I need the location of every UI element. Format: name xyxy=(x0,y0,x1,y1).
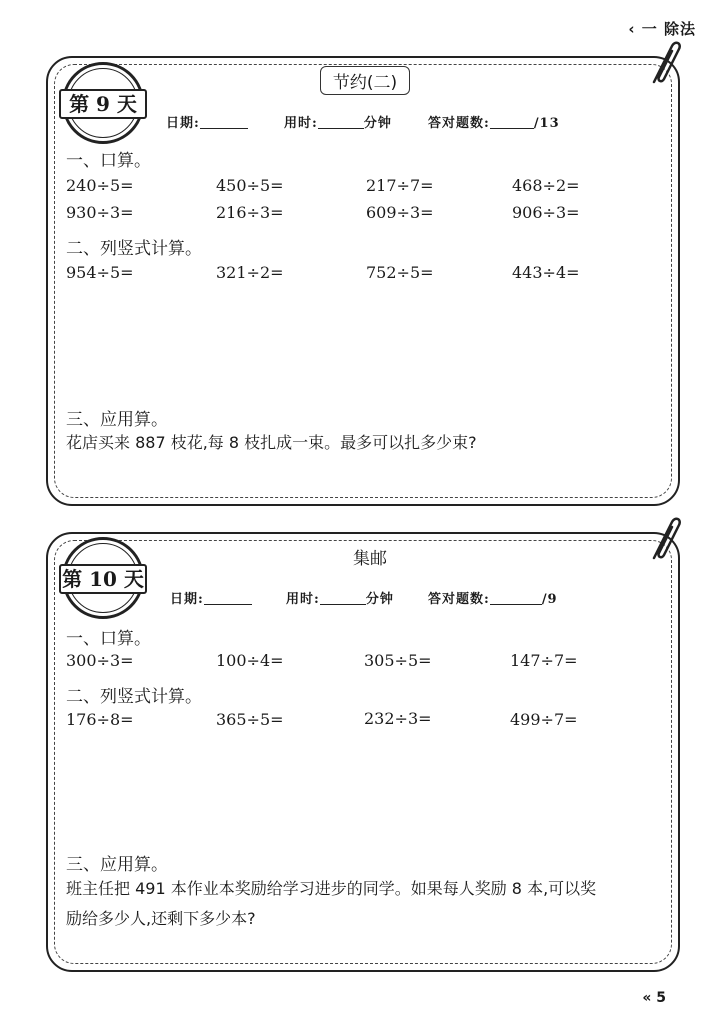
section-oral: 一、口算。 xyxy=(66,629,151,649)
chevron-left-icon: ‹ xyxy=(628,20,636,38)
double-chevron-icon: « xyxy=(642,990,652,1006)
page-footer xyxy=(642,990,666,1006)
page-number: 5 xyxy=(656,990,666,1006)
lesson-title: 节约(二) xyxy=(5,66,720,95)
section-vertical: 二、列竖式计算。 xyxy=(66,687,202,707)
oral-problem: 240÷5= xyxy=(66,176,134,195)
section-word: 三、应用算。 xyxy=(66,410,168,430)
oral-problem: 147÷7= xyxy=(510,651,578,670)
vertical-problem: 954÷5= xyxy=(66,263,134,282)
time-field[interactable]: 用时: 分钟 xyxy=(286,592,394,607)
oral-problem: 100÷4= xyxy=(216,651,284,670)
day-badge-label: 第 9 天 xyxy=(59,89,147,119)
section-word: 三、应用算。 xyxy=(66,855,168,875)
oral-problem: 450÷5= xyxy=(216,176,284,195)
time-field[interactable]: 用时: 分钟 xyxy=(284,116,392,131)
word-problem: 花店买来 887 枝花,每 8 枝扎成一束。最多可以扎多少束? xyxy=(66,433,477,452)
vertical-problem: 232÷3= xyxy=(364,709,432,728)
oral-problem: 930÷3= xyxy=(66,203,134,222)
word-problem xyxy=(66,874,666,934)
oral-problem: 300÷3= xyxy=(66,651,134,670)
word-problem-line: 班主任把 491 本作业本奖励给学习进步的同学。如果每人奖励 8 本,可以奖 xyxy=(66,879,597,898)
vertical-problem: 365÷5= xyxy=(216,710,284,729)
word-problem-line: 励给多少人,还剩下多少本? xyxy=(66,909,256,928)
oral-problem: 906÷3= xyxy=(512,203,580,222)
date-field[interactable]: 日期: xyxy=(166,112,248,131)
vertical-problem: 752÷5= xyxy=(366,263,434,282)
date-field[interactable]: 日期: xyxy=(170,588,252,607)
vertical-problem: 499÷7= xyxy=(510,710,578,729)
chapter-title: 一 除法 xyxy=(641,20,696,38)
section-vertical: 二、列竖式计算。 xyxy=(66,239,202,259)
day-badge-label: 第 10 天 xyxy=(59,564,147,594)
oral-problem: 217÷7= xyxy=(366,176,434,195)
oral-problem: 305÷5= xyxy=(364,651,432,670)
score-field[interactable]: 答对题数: /13 xyxy=(428,116,560,131)
oral-problem: 216÷3= xyxy=(216,203,284,222)
oral-problem: 468÷2= xyxy=(512,176,580,195)
oral-problem: 609÷3= xyxy=(366,203,434,222)
lesson-title: 集邮 xyxy=(353,549,387,569)
score-field[interactable]: 答对题数: /9 xyxy=(428,592,558,607)
vertical-problem: 176÷8= xyxy=(66,710,134,729)
vertical-problem: 321÷2= xyxy=(216,263,284,282)
vertical-problem: 443÷4= xyxy=(512,263,580,282)
chapter-header xyxy=(628,18,696,39)
section-oral: 一、口算。 xyxy=(66,151,151,171)
